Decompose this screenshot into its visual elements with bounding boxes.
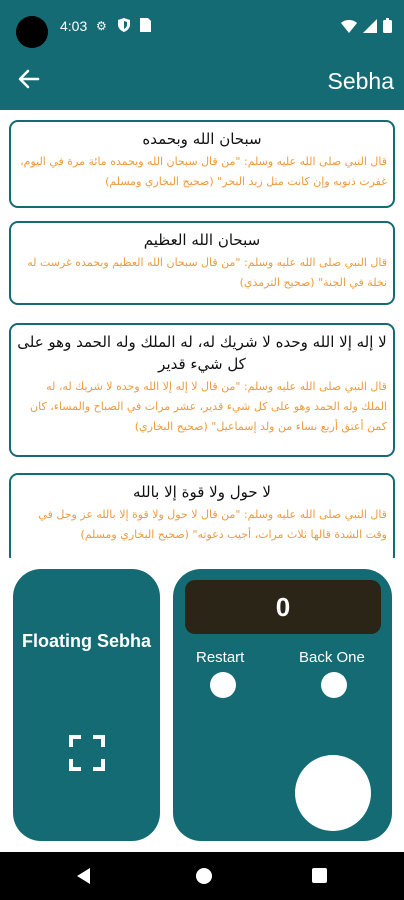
app-bar <box>0 56 404 110</box>
gear-icon: ⚙ <box>96 19 107 33</box>
dhikr-title: سبحان الله وبحمده <box>142 130 262 148</box>
restart-label: Restart <box>196 649 245 666</box>
dhikr-card[interactable] <box>9 120 395 208</box>
dhikr-title: لا حول ولا قوة إلا بالله <box>133 483 271 501</box>
sim-card-icon <box>140 18 151 36</box>
restart-button[interactable] <box>210 672 236 698</box>
battery-icon <box>383 18 392 37</box>
dhikr-card[interactable] <box>9 323 395 457</box>
nav-recents-icon[interactable] <box>312 868 327 883</box>
back-one-button[interactable] <box>321 672 347 698</box>
status-time: 4:03 <box>60 18 88 34</box>
floating-sebha-panel[interactable] <box>13 569 160 841</box>
dhikr-card[interactable] <box>9 221 395 305</box>
camera-cutout <box>16 16 48 48</box>
shield-icon <box>118 18 130 36</box>
dhikr-title: سبحان الله العظيم <box>143 231 261 249</box>
counter-display: 0 <box>185 580 381 634</box>
nav-back-icon[interactable] <box>77 868 90 884</box>
back-arrow-icon[interactable] <box>18 68 44 94</box>
count-tap-button[interactable] <box>295 755 371 831</box>
page-title: Sebha <box>327 68 394 94</box>
dhikr-title: لا إله إلا الله وحده لا شريك له، له الملك وله الحمد وهو على كل شيء قدير <box>17 333 387 373</box>
system-nav-bar <box>0 852 404 900</box>
dhikr-description: قال النبي صلى الله عليه وسلم: "من قال لا حول ولا قوة إلا بالله عز وجل في وقت الشدة قالها ثلاث مرات، أجيب دعوته" (صحيح البخاري ومسلم) <box>38 508 387 541</box>
adhkar-list[interactable] <box>0 110 404 558</box>
dhikr-description: قال النبي صلى الله عليه وسلم: "من قال سبحان الله وبحمده مائة مرة في اليوم، غفرت ذنوبه وإن كانت مثل زبد البحر" (صحيح البخاري ومسلم) <box>20 155 387 188</box>
status-bar <box>0 0 404 56</box>
signal-icon <box>363 18 377 37</box>
status-right-icons <box>341 18 392 37</box>
counter-panel <box>173 569 392 841</box>
dhikr-card[interactable] <box>9 473 395 558</box>
floating-sebha-label: Floating Sebha <box>21 631 151 651</box>
dhikr-description: قال النبي صلى الله عليه وسلم: "من قال سبحان الله العظيم وبحمده غرست له نخلة في الجنة" (صحيح الترمذي) <box>27 256 387 289</box>
wifi-icon <box>341 18 357 37</box>
nav-home-icon[interactable] <box>196 868 212 884</box>
dhikr-description: قال النبي صلى الله عليه وسلم: "من قال لا إله إلا الله وحده لا شريك له، له الملك وله الحمد وهو على كل شيء قدير، عشر مرات في الصباح والمساء، كان كمن أعتق أربع نساء من ولد إسماعيل" (صحيح البخاري) <box>30 380 387 433</box>
fullscreen-icon[interactable] <box>69 735 105 771</box>
back-one-label: Back One <box>299 649 365 666</box>
